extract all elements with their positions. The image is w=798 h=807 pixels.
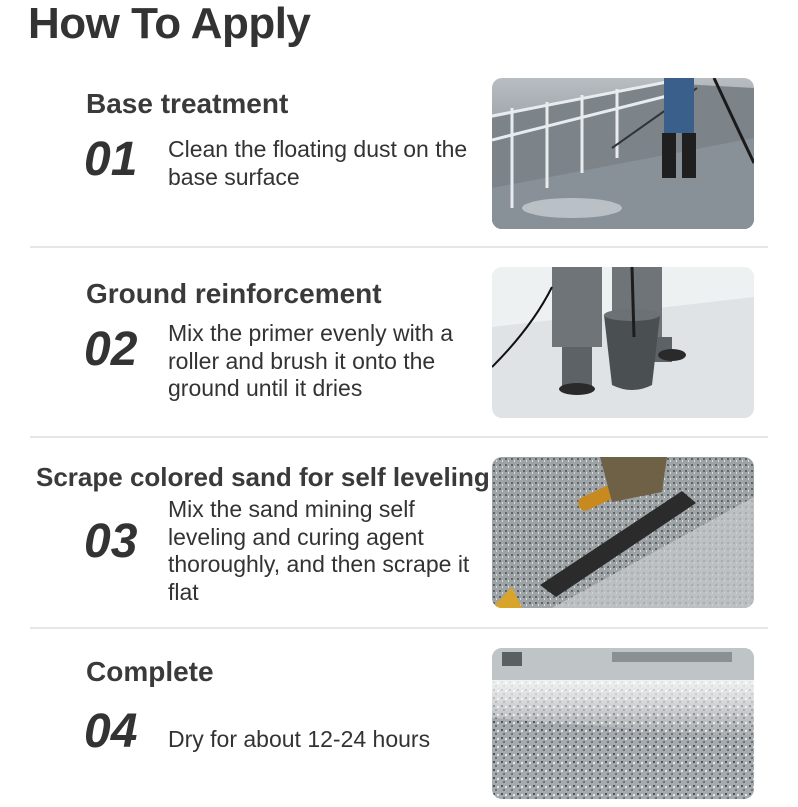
- step-description: Mix the sand mining self leveling and curing agent thoroughly, and then scrape it flat: [168, 496, 470, 605]
- step-2: [0, 268, 798, 438]
- step-number: 01: [84, 133, 138, 186]
- scraper-photo: [492, 457, 754, 608]
- page-title: How To Apply: [28, 0, 311, 48]
- step-number: 04: [84, 705, 138, 758]
- step-1: [0, 78, 798, 248]
- finished-floor-photo: [492, 648, 754, 799]
- divider: [30, 627, 768, 629]
- step-description: Mix the primer evenly with a roller and brush it onto the ground until it dries: [168, 320, 454, 401]
- step-number: 03: [84, 515, 138, 568]
- divider: [30, 246, 768, 248]
- pressure-washer-photo: [492, 78, 754, 229]
- step-description: Dry for about 12-24 hours: [168, 726, 431, 752]
- step-title: Complete: [86, 656, 214, 687]
- step-4: [0, 648, 798, 807]
- divider: [30, 436, 768, 438]
- primer-bucket-photo: [492, 267, 754, 418]
- step-3: [0, 458, 798, 628]
- step-description: Clean the floating dust on the base surface: [168, 136, 468, 190]
- step-title: Scrape colored sand for self leveling: [36, 462, 490, 492]
- step-title: Ground reinforcement: [86, 278, 382, 309]
- step-number: 02: [84, 323, 138, 376]
- step-title: Base treatment: [86, 88, 289, 119]
